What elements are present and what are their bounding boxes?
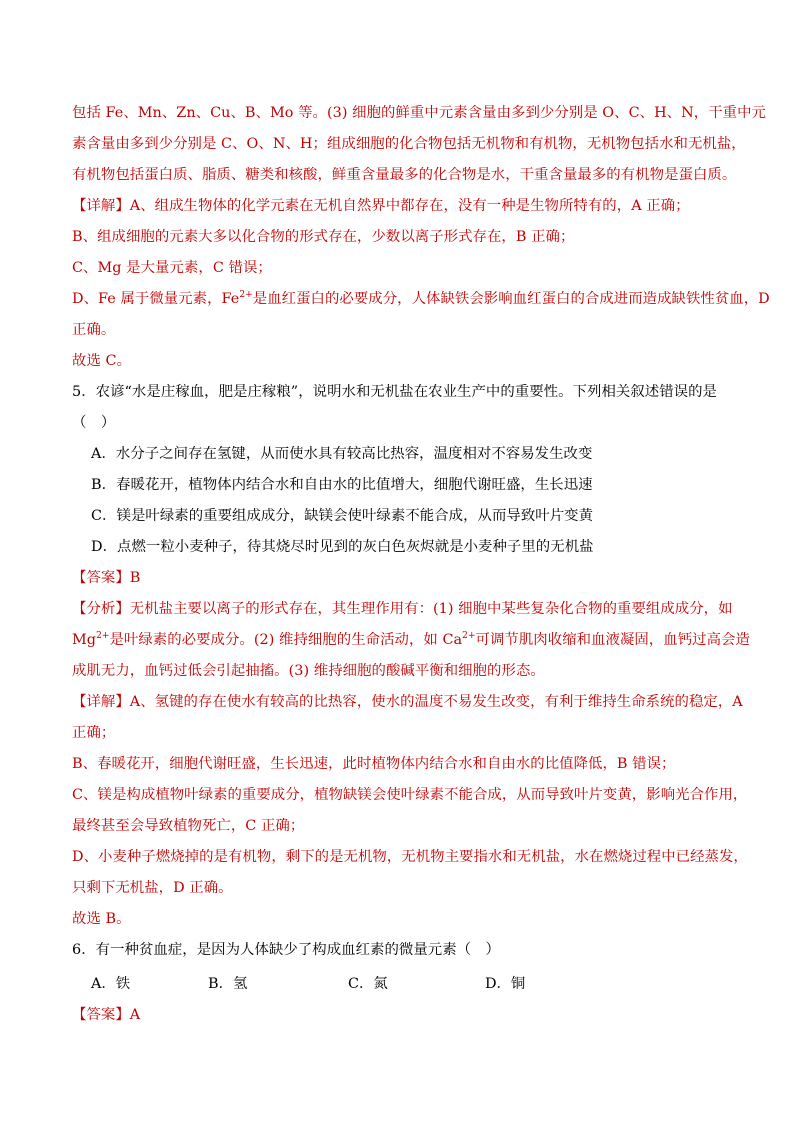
- detail-tag: 【详解】: [72, 198, 130, 214]
- analysis-text: 可调节肌肉收缩和血液凝固，血钙过高会造: [475, 632, 750, 648]
- prev-analysis-line-1: 包括 Fe、Mn、Zn、Cu、B、Mo 等。(3) 细胞的鲜重中元素含量由多到少分别是 O、C、H、N，干重中元: [72, 105, 766, 121]
- q4-detail-a: [72, 197, 690, 215]
- q5-stem-line-2: （ ）: [72, 415, 116, 431]
- answer-tag: 【答案】: [72, 570, 130, 586]
- analysis-text: 无机盐主要以离子的形式存在，其生理作用有：(1) 细胞中某些复杂化合物的重要组成成分，如: [129, 601, 733, 617]
- q6-stem: 6．有一种贫血症，是因为人体缺少了构成血红素的微量元素（ ）: [72, 942, 500, 958]
- q4-detail-d-line-1: [72, 290, 770, 310]
- answer-value: A: [129, 1007, 141, 1023]
- detail-text: 是血红蛋白的必要成分，人体缺铁会影响血红蛋白的合成进而造成缺铁性贫血，D: [252, 291, 770, 307]
- detail-text: D、Fe 属于微量元素，Fe: [72, 291, 240, 307]
- superscript: 2+: [96, 631, 110, 641]
- detail-tag: 【详解】: [72, 694, 130, 710]
- q6-answer: [72, 1006, 140, 1024]
- q5-detail-d-line-1: D、小麦种子燃烧掉的是有机物，剩下的是无机物，无机物主要指水和无机盐，水在燃烧过程中已经蒸发，: [72, 849, 748, 865]
- q6-option-c: C．氮: [348, 976, 388, 992]
- q5-analysis-line-3: 成肌无力，血钙过低会引起抽搐。(3) 维持细胞的酸碱平衡和细胞的形态。: [72, 663, 545, 679]
- q6-option-a: A．铁: [91, 976, 131, 992]
- q5-answer: [72, 569, 140, 587]
- analysis-text: Mg: [72, 632, 97, 648]
- q5-analysis-line-2: [72, 631, 750, 651]
- q5-stem-line-1: 5．农谚“水是庄稼血，肥是庄稼粮”，说明水和无机盐在农业生产中的重要性。下列相关叙述错误的是: [72, 384, 717, 400]
- q4-detail-d-line-2: 正确。: [72, 322, 116, 338]
- prev-analysis-line-2: 素含量由多到少分别是 C、O、N、H；组成细胞的化合物包括无机物和有机物，无机物包括水和无机盐，: [72, 136, 746, 152]
- superscript: 2+: [462, 631, 476, 641]
- q5-conclusion: 故选 B。: [72, 911, 131, 927]
- detail-text: A、氢键的存在使水有较高的比热容，使水的温度不易发生改变，有利于维持生命系统的稳定，A: [129, 694, 743, 710]
- q5-detail-d-line-2: 只剩下无机盐，D 正确。: [72, 880, 233, 896]
- q5-option-d: D．点燃一粒小麦种子，待其烧尽时见到的灰白色灰烬就是小麦种子里的无机盐: [91, 539, 594, 555]
- q5-detail-a-line-2: 正确；: [72, 725, 116, 741]
- q5-analysis-line-1: [72, 600, 733, 618]
- answer-value: B: [129, 570, 141, 586]
- q5-detail-c-line-2: 最终甚至会导致植物死亡，C 正确；: [72, 818, 305, 834]
- answer-tag: 【答案】: [72, 1007, 130, 1023]
- q5-option-a: A．水分子之间存在氢键，从而使水具有较高比热容，温度相对不容易发生改变: [91, 446, 593, 462]
- q4-conclusion: 故选 C。: [72, 353, 132, 369]
- q5-option-c: C．镁是叶绿素的重要组成成分，缺镁会使叶绿素不能合成，从而导致叶片变黄: [91, 508, 594, 524]
- detail-text: A、组成生物体的化学元素在无机自然界中都存在，没有一种是生物所特有的，A 正确；: [129, 198, 690, 214]
- superscript: 2+: [239, 290, 253, 300]
- analysis-text: 是叶绿素的必要成分。(2) 维持细胞的生命活动，如 Ca: [109, 632, 463, 648]
- q4-detail-c: C、Mg 是大量元素，C 错误；: [72, 260, 272, 276]
- q5-option-b: B．春暖花开，植物体内结合水和自由水的比值增大，细胞代谢旺盛，生长迅速: [91, 477, 593, 493]
- q5-detail-b: B、春暖花开，细胞代谢旺盛，生长迅速，此时植物体内结合水和自由水的比值降低，B 错误；: [72, 756, 676, 772]
- q6-option-d: D．铜: [485, 976, 526, 992]
- prev-analysis-line-3: 有机物包括蛋白质、脂质、糖类和核酸，鲜重含量最多的化合物是水，干重含量最多的有机物是蛋白质。: [72, 167, 737, 183]
- q6-option-b: B．氢: [208, 976, 248, 992]
- q5-detail-c-line-1: C、镁是构成植物叶绿素的重要成分，植物缺镁会使叶绿素不能合成，从而导致叶片变黄，影响光合作用，: [72, 787, 748, 803]
- q5-detail-a-line-1: [72, 693, 743, 711]
- q4-detail-b: B、组成细胞的元素大多以化合物的形式存在，少数以离子形式存在，B 正确；: [72, 229, 575, 245]
- analysis-tag: 【分析】: [72, 601, 130, 617]
